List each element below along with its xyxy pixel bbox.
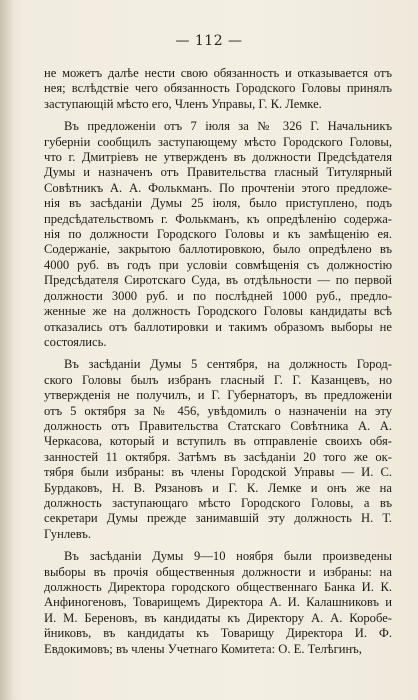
text-line: Въ предложеніи отъ 7 іюля за № 326 Г. Начальникъ: [64, 119, 392, 134]
text-line: Бурдаковъ, Н. В. Рязановъ и Г. К. Лемке и онъ же на: [44, 480, 392, 495]
text-line: занностей 11 октября. Затѣмъ въ засѣданіи 20 того же ок-: [44, 449, 392, 464]
text-line: Черкасова, который и вступилъ въ отправленіе своихъ обя-: [44, 434, 392, 449]
text-line: 4000 руб. въ годъ при условіи совмѣщенія съ должностію: [44, 257, 392, 272]
paragraph: [44, 119, 392, 350]
text-line: должность Директора городского общественнаго Банка И. К.: [44, 580, 392, 594]
text-line: тября были избраны: въ члены Городской Управы — И. С.: [44, 465, 392, 480]
text-line: губерніи сообщилъ заступающему мѣсто Городского Головы,: [44, 134, 392, 149]
text-line: Думы и назначенъ отъ Правительства гласный Титулярный: [44, 165, 392, 180]
text-line: Евдокимовъ; въ члены Учетнаго Комитета: О. Е. Телѣгинъ,: [44, 641, 362, 656]
paragraph: [44, 357, 392, 542]
text-line: секретари Думы прежде занимавшій эту должность Н. Т.: [44, 511, 392, 526]
text-line: женные же на должность Городского Головы кандидаты всѣ: [44, 304, 392, 319]
text-line: выборы въ прочія общественныя должности и избраны: на: [44, 564, 392, 579]
text-line: предсѣдательствомъ г. Фолькманъ, къ опредѣленію содержа-: [44, 211, 392, 226]
text-line: нея; вслѣдствіе чего обязанность Городского Головы принялъ: [44, 81, 392, 96]
binding-shadow: [0, 0, 14, 700]
text-line: должность заступающаго мѣсто Городского Головы, а въ: [44, 495, 392, 510]
text-line: Предсѣдателя Сиротскаго Суда, въ отдѣльности — по первой: [44, 273, 392, 288]
text-line: состоялись.: [44, 334, 107, 349]
text-line: что г. Дмитріевъ не утвержденъ въ должности Предсѣдателя: [44, 150, 392, 165]
text-line: Гунлевъ.: [44, 526, 92, 541]
text-line: Въ засѣданіи Думы 5 сентября, на должность Город-: [64, 357, 392, 372]
text-line: йниковъ, въ кандидаты къ Товарищу Директора И. Ф.: [44, 626, 392, 641]
text-line: нія по должности Городского Головы и къ замѣщенію ея.: [44, 227, 392, 242]
text-line: Анфиногеновъ, Товарищемъ Директора А. И. Калашниковъ и: [44, 595, 392, 610]
text-line: должность отъ Правительства Статскаго Совѣтника А. А.: [44, 418, 392, 433]
paragraph: [44, 66, 392, 112]
text-line: ского Головы былъ избранъ гласный Г. Г. Казанцевъ, но: [44, 372, 392, 387]
text-line: Совѣтникъ А. А. Фолькманъ. По прочтеніи этого предложе-: [44, 180, 392, 195]
body-text: [44, 66, 392, 664]
text-line: должности 3000 руб. и по послѣдней 1000 руб., предло-: [44, 288, 392, 303]
text-line: отъ 5 октября за № 456, увѣдомилъ о назначеніи на эту: [44, 403, 392, 418]
text-line: заступающій мѣсто его, Членъ Управы, Г. К. Лемке.: [44, 96, 322, 111]
text-line: не можетъ далѣе нести свою обязанность и отказывается отъ: [44, 66, 392, 80]
page-number: — 112 —: [175, 33, 243, 49]
text-line: Содержаніе, закрытою баллотировкою, было опредѣлено въ: [44, 242, 392, 257]
text-line: утвержденія не получилъ, и Г. Губернаторъ, въ предложеніи: [44, 388, 392, 403]
text-line: И. М. Береновъ, въ кандидаты къ Директору А. А. Коробе-: [44, 610, 392, 625]
text-line: нія въ засѣданіи Думы 25 іюля, было приступлено, подъ: [44, 196, 392, 211]
text-line: отказались отъ баллотировки и такимъ образомъ выборы не: [44, 319, 392, 334]
paragraph: [44, 549, 392, 657]
text-line: Въ засѣданіи Думы 9—10 ноября были произведены: [64, 549, 392, 564]
